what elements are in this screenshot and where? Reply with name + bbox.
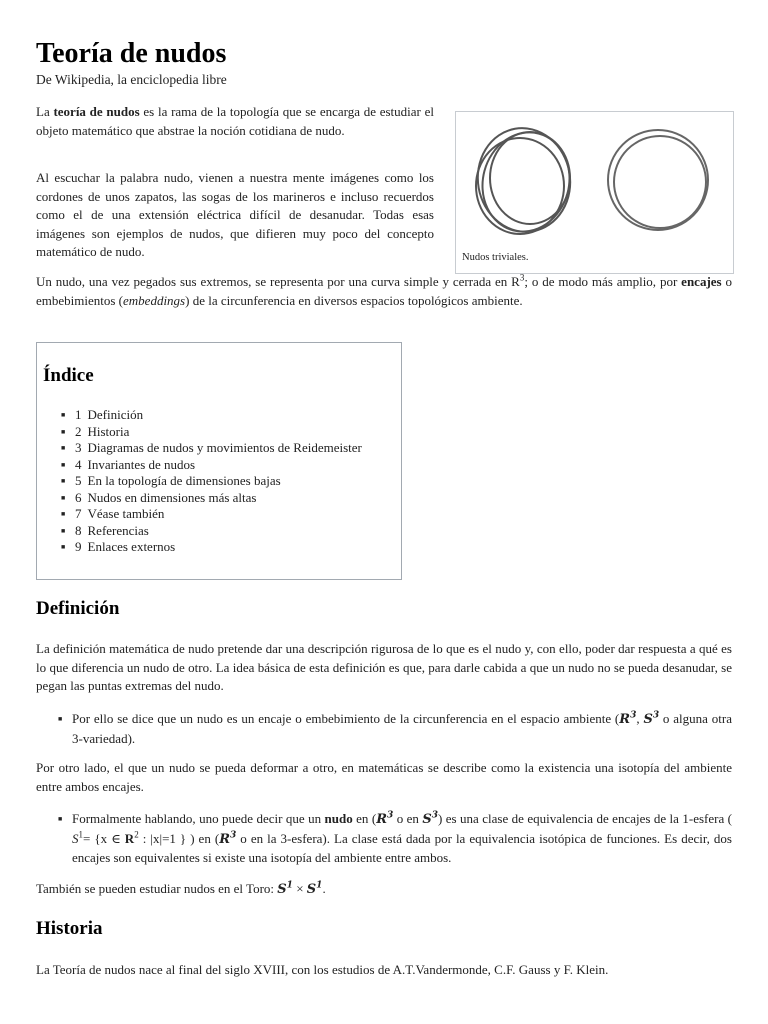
- toc-item-label: Diagramas de nudos y movimientos de Reidemeister: [87, 440, 362, 455]
- intro-p1-text-a: La: [36, 104, 54, 119]
- figure-caption: Nudos triviales.: [462, 252, 529, 263]
- toc-item[interactable]: [61, 539, 362, 556]
- toc-item-label: Nudos en dimensiones más altas: [87, 489, 257, 505]
- toc-item[interactable]: [61, 407, 362, 424]
- toc-item-number: 4: [75, 456, 82, 472]
- bullet2-text-f: o en la 3-esfera). La clase está dada por la equivalencia isotópica de funciones. Es decir, dos encajes son equivalentes si existe una isotopía del ambiente entre ambos.: [72, 830, 732, 865]
- s3-sup: 3: [652, 710, 660, 721]
- bullet1-text-b: o alguna otra 3-variedad).: [72, 711, 732, 746]
- s1-sup: 1: [78, 829, 83, 840]
- period: .: [322, 881, 326, 896]
- intro-p3-text-a: Un nudo, una vez pegados sus extremos, se representa por una curva simple y cerrada en R: [36, 274, 520, 289]
- toc-item-number: 1: [75, 407, 82, 422]
- intro-paragraph-3: [36, 273, 732, 310]
- bullet2-text-e: : |x|=1 } ) en (: [138, 830, 220, 846]
- toc-item-label: Véase también: [87, 506, 165, 521]
- s1-symbol: S: [277, 882, 287, 897]
- nudo-term: nudo: [324, 811, 353, 826]
- s1-symbol: S: [72, 830, 79, 846]
- r3-sup: 3: [630, 710, 637, 721]
- r3-sup: 3: [387, 810, 394, 821]
- bullet2-o: o en: [393, 811, 423, 826]
- knot-figure[interactable]: [455, 111, 734, 274]
- intro-p1-text-c: es la rama de la topología que se encarga de estudiar el objeto matemático que abstrae la noción cotidiana de nudo.: [36, 104, 434, 138]
- bullet2-text-a: Formalmente hablando, uno puede decir que un: [72, 811, 325, 826]
- s3-symbol: S: [422, 812, 432, 827]
- toc-item[interactable]: [61, 473, 362, 490]
- toc-item-label: Definición: [87, 407, 144, 422]
- section-heading-historia: Historia: [36, 918, 103, 939]
- r3-symbol: R: [219, 831, 231, 847]
- intro-p3-text-b: ; o de modo más amplio, por: [524, 274, 682, 289]
- intro-paragraph-2: Al escuchar la palabra nudo, vienen a nuestra mente imágenes como los cordones de unos zapatos, las sogas de los marineros e incluso recuerdos como el de una extensión eléctrica difícil de desanudar. Todas esas imágenes son ejemplos de nudos, que difieren muy poco del concepto matemático de nudo.: [36, 170, 434, 259]
- toc-list: [61, 407, 362, 556]
- definicion-bullet-1: [72, 710, 732, 748]
- toc-item-label: Referencias: [87, 522, 149, 538]
- toc-item[interactable]: [61, 523, 362, 540]
- toc-item-number: 5: [75, 473, 82, 488]
- s1-symbol: S: [306, 882, 317, 897]
- toc-item-number: 8: [75, 522, 82, 538]
- toc-item-number: 2: [75, 423, 82, 439]
- page-title: Teoría de nudos: [36, 38, 227, 69]
- s1-sup: 1: [316, 880, 323, 891]
- s3-sup: 3: [431, 810, 439, 821]
- toro-text: También se pueden estudiar nudos en el Toro:: [36, 881, 278, 896]
- r3-sup: 3: [230, 830, 237, 841]
- intro-paragraph-1: [36, 103, 434, 140]
- definicion-paragraph-2: Por otro lado, el que un nudo se pueda deformar a otro, en matemáticas se describe como la existencia una isotopía del ambiente entre ambos encajes.: [36, 760, 732, 794]
- r3-symbol: R: [376, 812, 388, 827]
- times-symbol: ×: [292, 881, 307, 896]
- toc-item-number: 6: [75, 489, 82, 505]
- bullet2-text-c: ) es una clase de equivalencia de encajes de la 1-esfera (: [438, 811, 732, 826]
- toc-item-number: 9: [75, 539, 82, 554]
- definicion-bullet-2: [72, 810, 732, 868]
- toc-item-label: Invariantes de nudos: [87, 456, 196, 472]
- toc-item-label: Enlaces externos: [87, 539, 176, 554]
- r2-symbol: R: [124, 830, 135, 846]
- bullet2-text-b: en (: [352, 811, 377, 826]
- toc-item[interactable]: [61, 424, 362, 441]
- toc-item[interactable]: [61, 457, 362, 474]
- toc-item[interactable]: [61, 506, 362, 523]
- historia-paragraph-1: La Teoría de nudos nace al final del siglo XVIII, con los estudios de A.T.Vandermonde, C.F. Gauss y F. Klein.: [36, 962, 609, 977]
- toc-heading: Índice: [43, 365, 94, 386]
- intro-p3-text-f: ) de la circunferencia en diversos espacios topológicos ambiente.: [185, 292, 523, 308]
- toc-item-number: 3: [75, 440, 82, 455]
- r2-sup: 2: [134, 829, 139, 840]
- s1-sup: 1: [286, 880, 293, 891]
- definicion-paragraph-3: [36, 880, 732, 900]
- intro-p1-bold: teoría de nudos: [53, 104, 140, 119]
- bullet1-text-a: Por ello se dice que un nudo es un encaje o embebimiento de la circunferencia en el espacio ambiente (: [72, 711, 620, 726]
- definicion-paragraph-1: La definición matemática de nudo pretende dar una descripción rigurosa de lo que es el nudo y, con ello, poder dar respuesta a qué es lo que diferencia un nudo de otro. La idea básica de esta definición es que, para darle cabida a que un nudo no se pueda desanudar, se pegan las puntas extremas del nudo.: [36, 641, 732, 693]
- bullet2-text-d: = {x ∈: [83, 830, 125, 846]
- bullet1-sep: ,: [636, 711, 644, 726]
- embeddings-term: embeddings: [123, 292, 186, 308]
- trivial-knots-image: [462, 118, 726, 248]
- intro-p3-sup: 3: [519, 272, 525, 283]
- intro-p3-text-d: o embebimientos (: [36, 274, 732, 308]
- toc-item[interactable]: [61, 490, 362, 507]
- r3-symbol: R: [619, 712, 631, 727]
- s3-symbol: S: [643, 712, 653, 727]
- toc-item-label: En la topología de dimensiones bajas: [87, 473, 281, 488]
- encajes-link[interactable]: encajes: [681, 274, 722, 289]
- toc-item[interactable]: [61, 440, 362, 457]
- toc-item-number: 7: [75, 506, 82, 521]
- section-heading-definicion: Definición: [36, 598, 120, 619]
- toc-item-label: Historia: [87, 423, 130, 439]
- table-of-contents: [36, 342, 402, 580]
- page-tagline: De Wikipedia, la enciclopedia libre: [36, 72, 227, 87]
